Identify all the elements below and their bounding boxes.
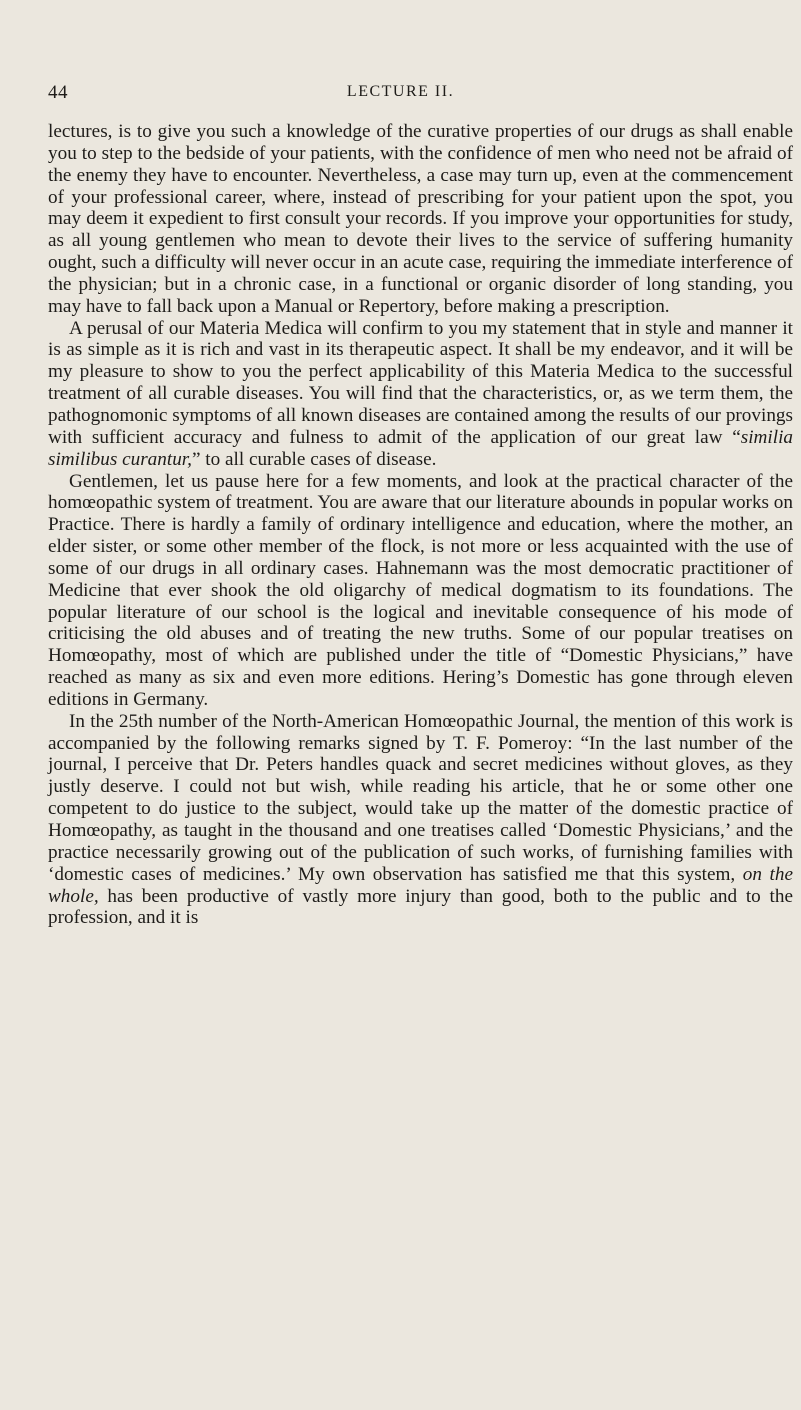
page-header bbox=[48, 82, 753, 106]
text-run: Gentlemen, let us pause here for a few moments, and look at the practical character of the homœopathic system of treatment. You are aware that our literature abounds in popular works on Practice. There is hardly a family of ordinary intelligence and education, where the mother, an elder sister, or some other member of the flock, is not more or less acquainted with the use of some of our drugs in all ordinary cases. Hahnemann was the most democratic practitioner of Medicine that ever shook the old oligarchy of medical dogmatism to its foundations. The popular literature of our school is the logical and inevitable consequence of his mode of criticising the old abuses and of treating the new truths. Some of our popular treatises on Homœopathy, most of which are published under the title of “Domestic Physicians,” have reached as many as six and even more editions. Hering’s Domestic has gone through eleven editions in Germany. bbox=[48, 470, 793, 710]
italic-phrase: similia similibus curantur, bbox=[48, 426, 793, 470]
page-number: 44 bbox=[48, 82, 68, 103]
text-run: A perusal of our Materia Medica will confirm to you my statement that in style and manner it is as simple as it is rich and vast in its therapeutic aspect. It shall be my endeavor, and it will be my pleasure to show to you the perfect applicability of this Materia Medica to the successful treatment of all curable diseases. You will find that the characteristics, or, as we term them, the pathognomonic symptoms of all known diseases are contained among the results of our provings with sufficient accuracy and fulness to admit of the application of our great law “ bbox=[48, 317, 793, 448]
paragraph bbox=[48, 121, 793, 318]
text-run: ” to all curable cases of disease. bbox=[191, 448, 437, 470]
italic-phrase: on the whole, bbox=[48, 863, 793, 907]
running-title: LECTURE II. bbox=[346, 83, 455, 100]
paragraph bbox=[48, 318, 793, 471]
text-run: lectures, is to give you such a knowledge of the curative properties of our drugs as shall enable you to step to the bedside of your patients, with the confidence of men who need not be afraid of the enemy they have to encounter. Nevertheless, a case may turn up, even at the commencement of your professional career, where, instead of prescribing for your patient upon the spot, you may deem it expedient to first consult your records. If you improve your opportunities for study, as all young gentlemen who mean to devote their lives to the service of suffering humanity ought, such a difficulty will never occur in an acute case, requiring the immediate interference of the physician; but in a chronic case, in a functional or organic disorder of long standing, you may have to fall back upon a Manual or Repertory, before making a prescription. bbox=[48, 121, 793, 317]
paragraph bbox=[48, 471, 793, 711]
text-run: In the 25th number of the North-American Homœopathic Journal, the mention of this work is accompanied by the following remarks signed by T. F. Pomeroy: “In the last number of the journal, I perceive that Dr. Peters handles quack and secret medicines without gloves, as they justly deserve. I could not but wish, while reading his article, that he or some other one competent to do justice to the subject, would take up the matter of the domestic practice of Homœopathy, as taught in the thousand and one treatises called ‘Domestic Physicians,’ and the practice necessarily growing out of the publication of such works, of furnishing families with ‘domestic cases of medicines.’ My own observation has satisfied me that this system, bbox=[48, 710, 793, 885]
text-run: has been productive of vastly more injury than good, both to the public and to the profession, and it is bbox=[48, 885, 793, 929]
paragraph bbox=[48, 711, 793, 929]
body-text bbox=[48, 121, 793, 929]
